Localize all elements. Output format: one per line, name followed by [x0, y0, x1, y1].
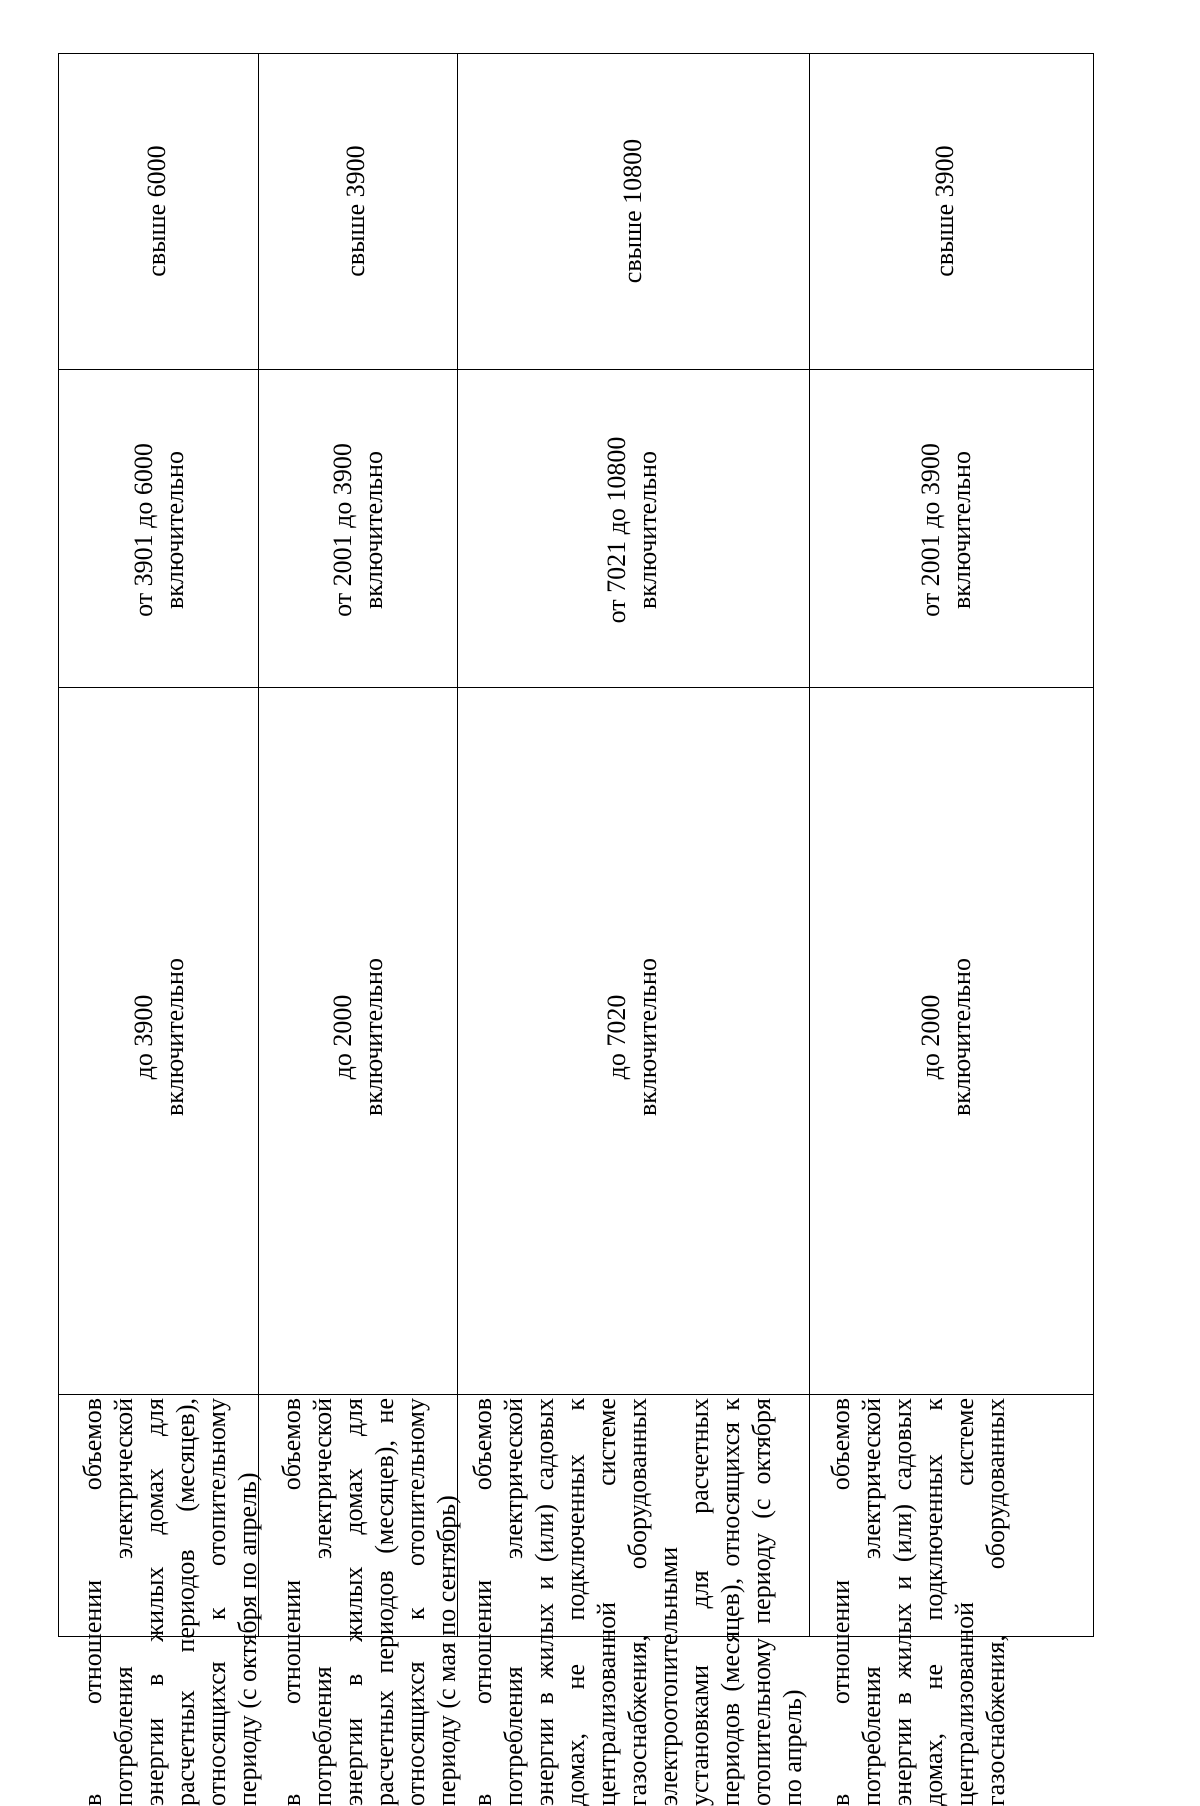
- table-cell-range-2: от 7021 до 10800 включительно: [602, 436, 662, 624]
- table-cell-range-1: до 7020 включительно: [602, 958, 662, 1116]
- table-cell-range-1: до 2000 включительно: [916, 958, 976, 1116]
- table-cell-range-3: свыше 6000: [142, 145, 171, 277]
- table-cell-range-2: от 3901 до 6000 включительно: [129, 443, 189, 617]
- table-cell-range-3: свыше 3900: [930, 145, 959, 277]
- table-cell-range-1: до 2000 включительно: [328, 958, 388, 1116]
- table-cell-range-2: от 2001 до 3900 включительно: [916, 443, 976, 617]
- table-cell-range-3: свыше 10800: [618, 138, 647, 284]
- table-cell-range-1: до 3900 включительно: [129, 958, 189, 1116]
- table-cell-description: в отношении объемов потребления электрической энергии в жилых домах для расчетных периодов (месяцев), не относящихся к отопительному периоду (с мая по сентябрь): [277, 1398, 461, 1806]
- table-cell-range-2: от 2001 до 3900 включительно: [328, 443, 388, 617]
- table-cell-description: в отношении объемов потребления электрической энергии в жилых домах для расчетных периодов (месяцев), относящихся к отопительному периоду (с октября по апрель): [78, 1398, 262, 1806]
- table-cell-range-3: свыше 3900: [341, 145, 370, 277]
- table-cell-description: в отношении объемов потребления электрической энергии в жилых и (или) садовых домах, не подключенных к централизованной системе газоснабжения, оборудованных электроотопительными установками для расчетных периодов (месяцев), относящихся к отопительному периоду (с октября по апрель): [468, 1398, 807, 1806]
- table-cell-description: в отношении объемов потребления электрической энергии в жилых и (или) садовых домах, не подключенных к централизованной системе газоснабжения, оборудованных: [826, 1398, 1010, 1806]
- rotated-table: [58, 53, 1094, 1806]
